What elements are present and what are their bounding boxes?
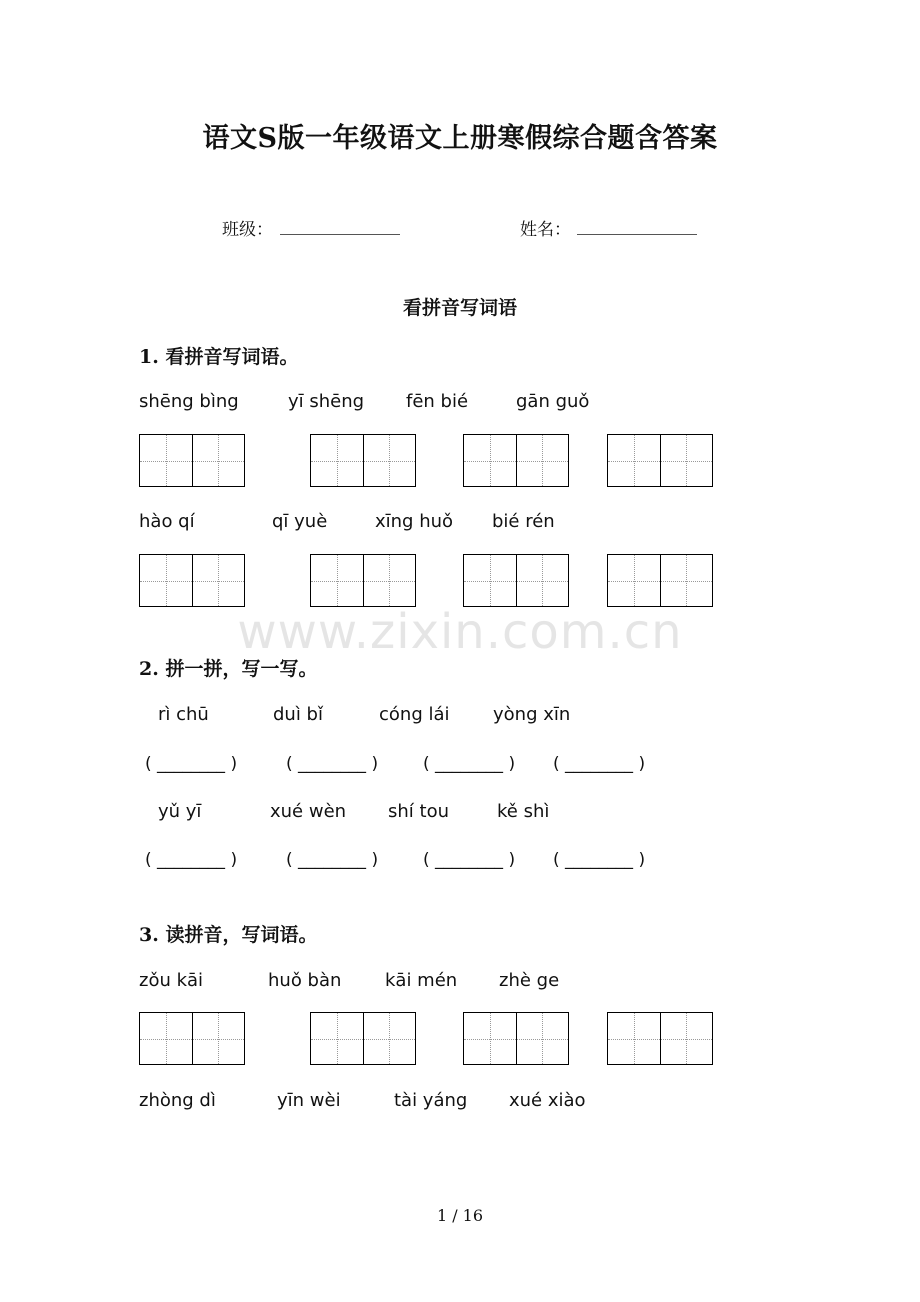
writing-grid[interactable] [463,1012,569,1065]
pinyin: gān guǒ [516,391,590,412]
document-title: 语文S版一年级语文上册寒假综合题含答案 [202,123,718,154]
answer-blank[interactable]: ( ________ ) [286,754,379,774]
pinyin: yòng xīn [493,704,571,725]
pinyin: zhè ge [499,970,560,991]
pinyin: hào qí [139,511,195,532]
answer-blank[interactable]: ( ________ ) [553,754,646,774]
pinyin: xué xiào [509,1090,586,1111]
writing-grid[interactable] [310,1012,416,1065]
writing-grid[interactable] [310,554,416,607]
pinyin: kāi mén [385,970,458,991]
writing-grid[interactable] [607,1012,713,1065]
name-blank-line [577,234,697,235]
pinyin: rì chū [158,704,209,725]
writing-grid[interactable] [463,554,569,607]
pinyin: duì bǐ [273,704,323,725]
class-blank-line [280,234,400,235]
section-title: 看拼音写词语 [402,297,517,319]
page-number: 1 / 16 [436,1206,484,1225]
watermark: www.zixin.com.cn [237,604,683,660]
pinyin: xué wèn [270,801,347,822]
answer-blank[interactable]: ( ________ ) [553,850,646,870]
pinyin: cóng lái [379,704,450,725]
pinyin: yīn wèi [277,1090,341,1111]
pinyin: yī shēng [288,391,365,412]
class-label: 班级： [222,220,273,240]
answer-blank[interactable]: ( ________ ) [286,850,379,870]
answer-blank[interactable]: ( ________ ) [145,754,238,774]
answer-blank[interactable]: ( ________ ) [423,850,516,870]
answer-blank[interactable]: ( ________ ) [145,850,238,870]
pinyin: fēn bié [406,391,469,412]
pinyin: kě shì [497,801,550,822]
pinyin: zǒu kāi [139,970,204,991]
writing-grid[interactable] [139,554,245,607]
answer-blank[interactable]: ( ________ ) [423,754,516,774]
pinyin: huǒ bàn [268,970,342,991]
writing-grid[interactable] [463,434,569,487]
question-1-heading: 1. 看拼音写词语。 [139,346,299,368]
name-label: 姓名： [520,220,571,240]
question-3-heading: 3. 读拼音，写词语。 [139,924,318,946]
writing-grid[interactable] [607,434,713,487]
writing-grid[interactable] [310,434,416,487]
pinyin: zhòng dì [139,1090,216,1111]
pinyin: tài yáng [394,1090,468,1111]
pinyin: yǔ yī [158,801,202,822]
pinyin: shēng bìng [139,391,239,412]
pinyin: shí tou [388,801,449,822]
writing-grid[interactable] [607,554,713,607]
pinyin: bié rén [492,511,555,532]
pinyin: qī yuè [272,511,328,532]
question-2-heading: 2. 拼一拼，写一写。 [139,658,318,680]
writing-grid[interactable] [139,434,245,487]
pinyin: xīng huǒ [375,511,454,532]
writing-grid[interactable] [139,1012,245,1065]
